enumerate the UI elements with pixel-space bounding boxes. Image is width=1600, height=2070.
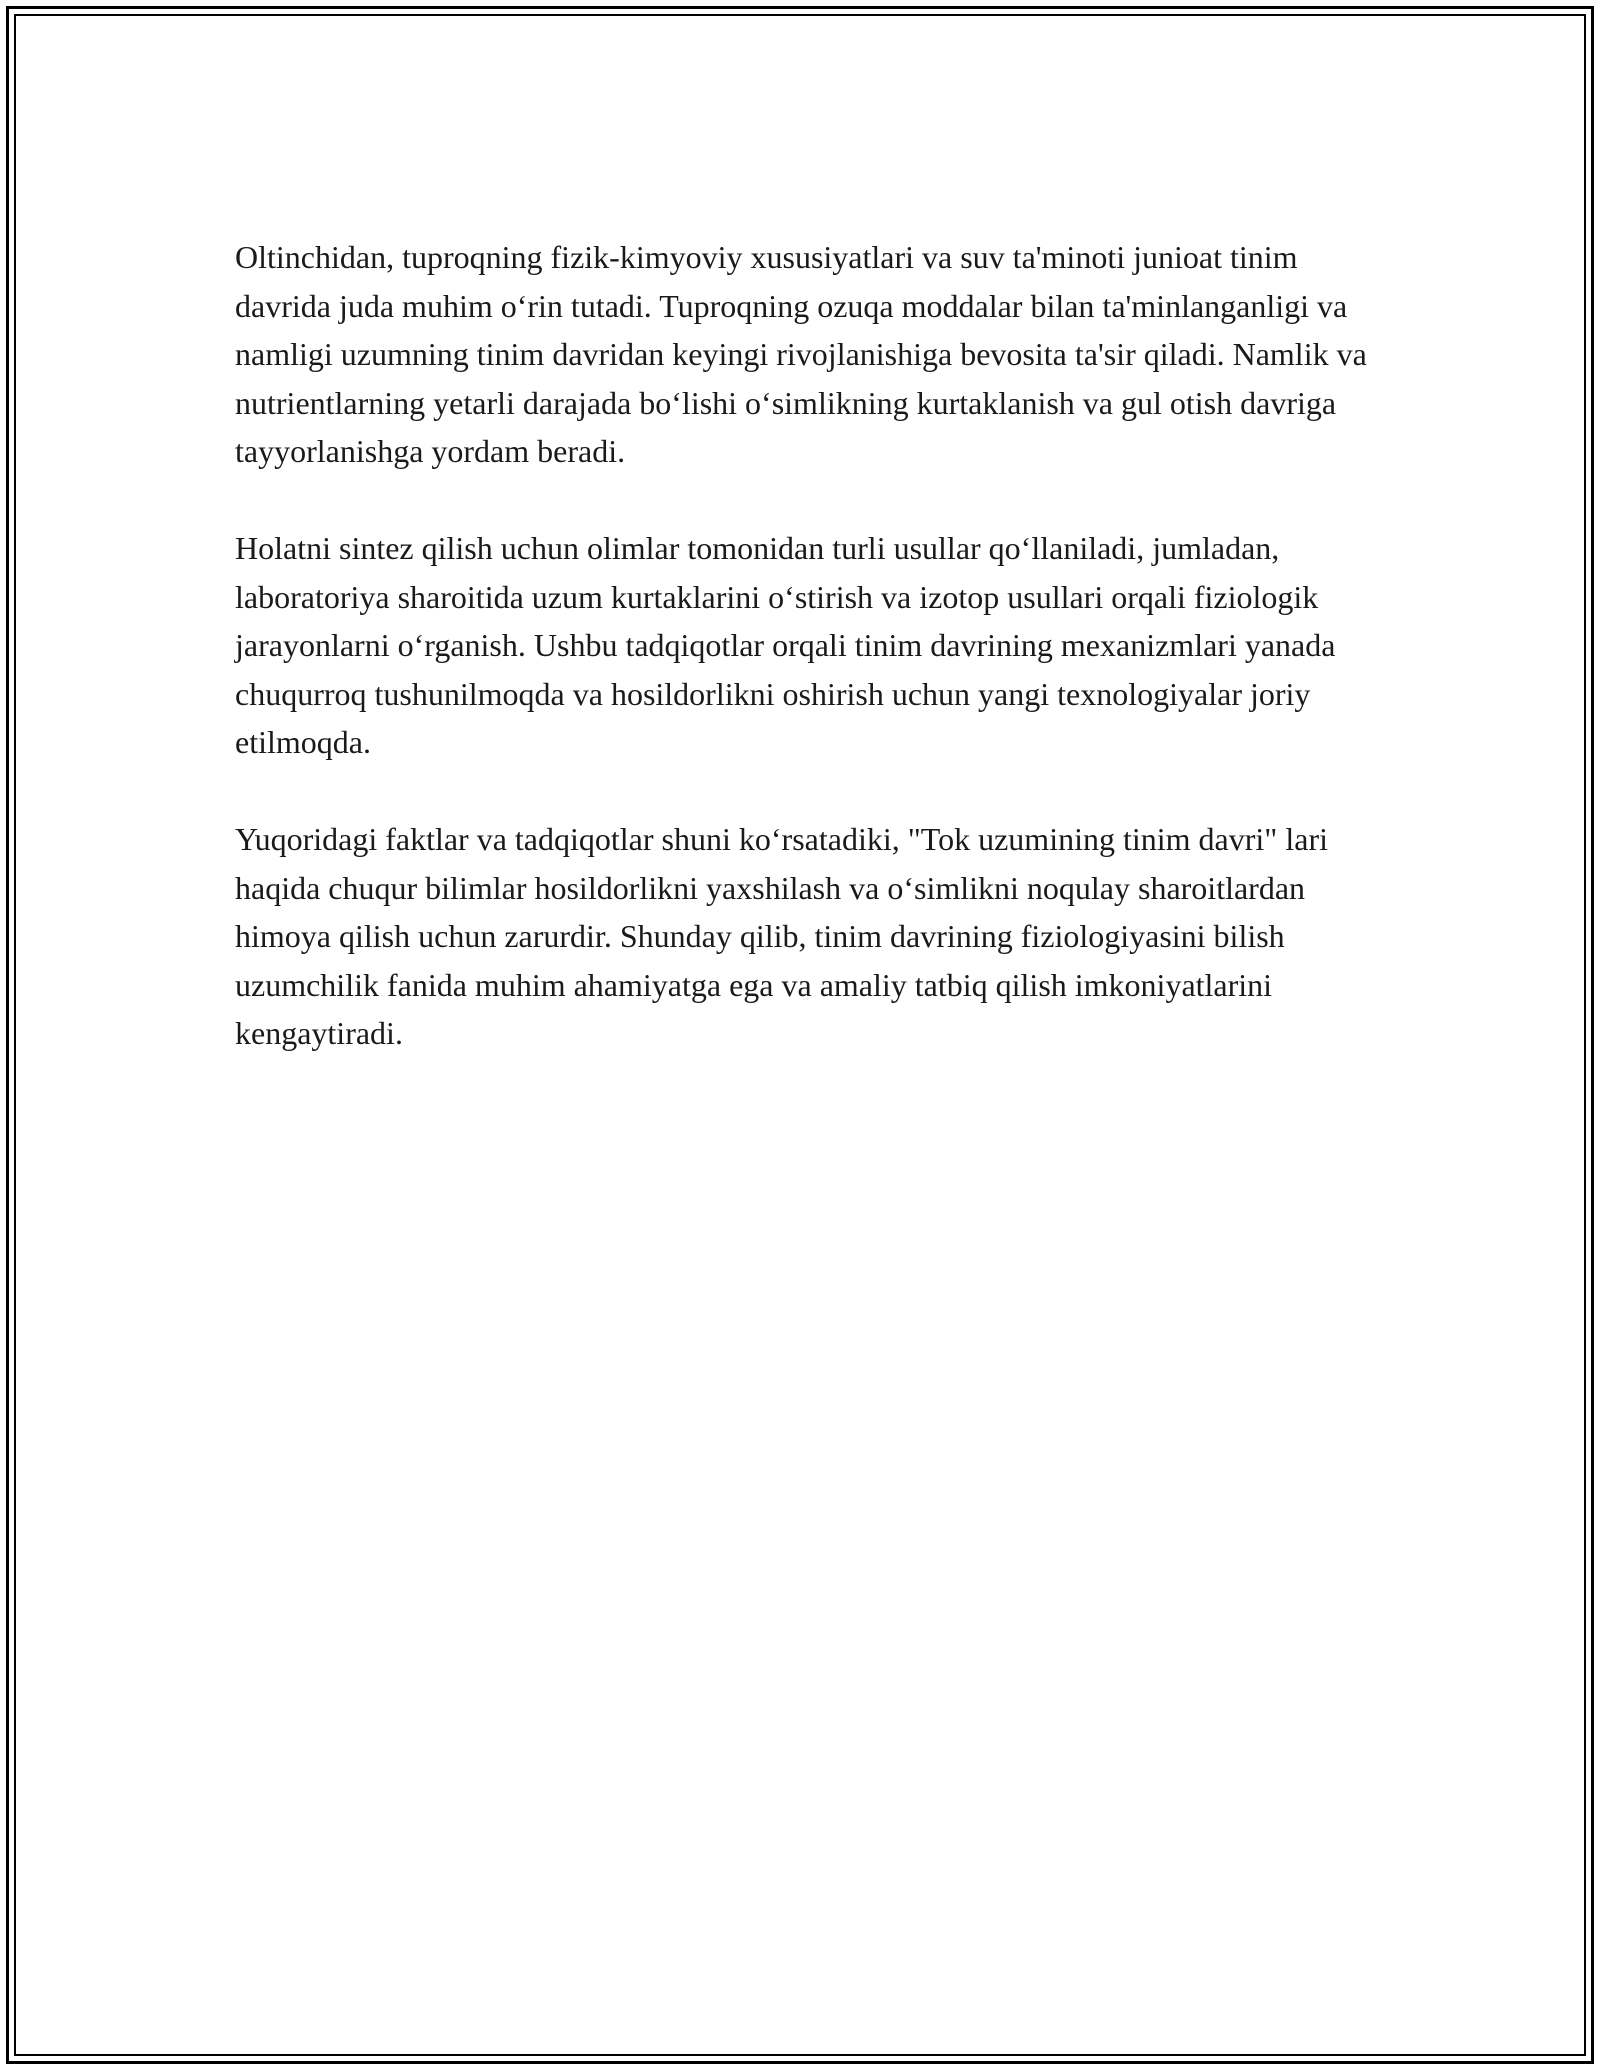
paragraph-3: Yuqoridagi faktlar va tadqiqotlar shuni ko‘rsatadiki, "Tok uzumining tinim davri" lari haqida chuqur bilimlar hosildorlikni yaxshilash va o‘simlikni noqulay sharoitlardan himoya qilish uchun zarurdir. Shunday qilib, tinim davrining fiziologiyasini bilish uzumchilik fanida muhim ahamiyatga ega va amaliy tatbiq qilish imkoniyatlarini kengaytiradi. bbox=[235, 821, 1328, 1051]
document-body bbox=[235, 233, 1375, 1106]
paragraph-2: Holatni sintez qilish uchun olimlar tomonidan turli usullar qo‘llaniladi, jumladan, laboratoriya sharoitida uzum kurtaklarini o‘stirish va izotop usullari orqali fiziologik jarayonlarni o‘rganish. Ushbu tadqiqotlar orqali tinim davrining mexanizmlari yanada chuqurroq tushunilmoqda va hosildorlikni oshirish uchun yangi texnologiyalar joriy etilmoqda. bbox=[235, 530, 1336, 760]
paragraph-1: Oltinchidan, tuproqning fizik-kimyoviy xususiyatlari va suv ta'minoti junioat tinim davrida juda muhim o‘rin tutadi. Tuproqning ozuqa moddalar bilan ta'minlanganligi va namligi uzumning tinim davridan keyingi rivojlanishiga bevosita ta'sir qiladi. Namlik va nutrientlarning yetarli darajada bo‘lishi o‘simlikning kurtaklanish va gul otish davriga tayyorlanishga yordam beradi. bbox=[235, 239, 1367, 469]
